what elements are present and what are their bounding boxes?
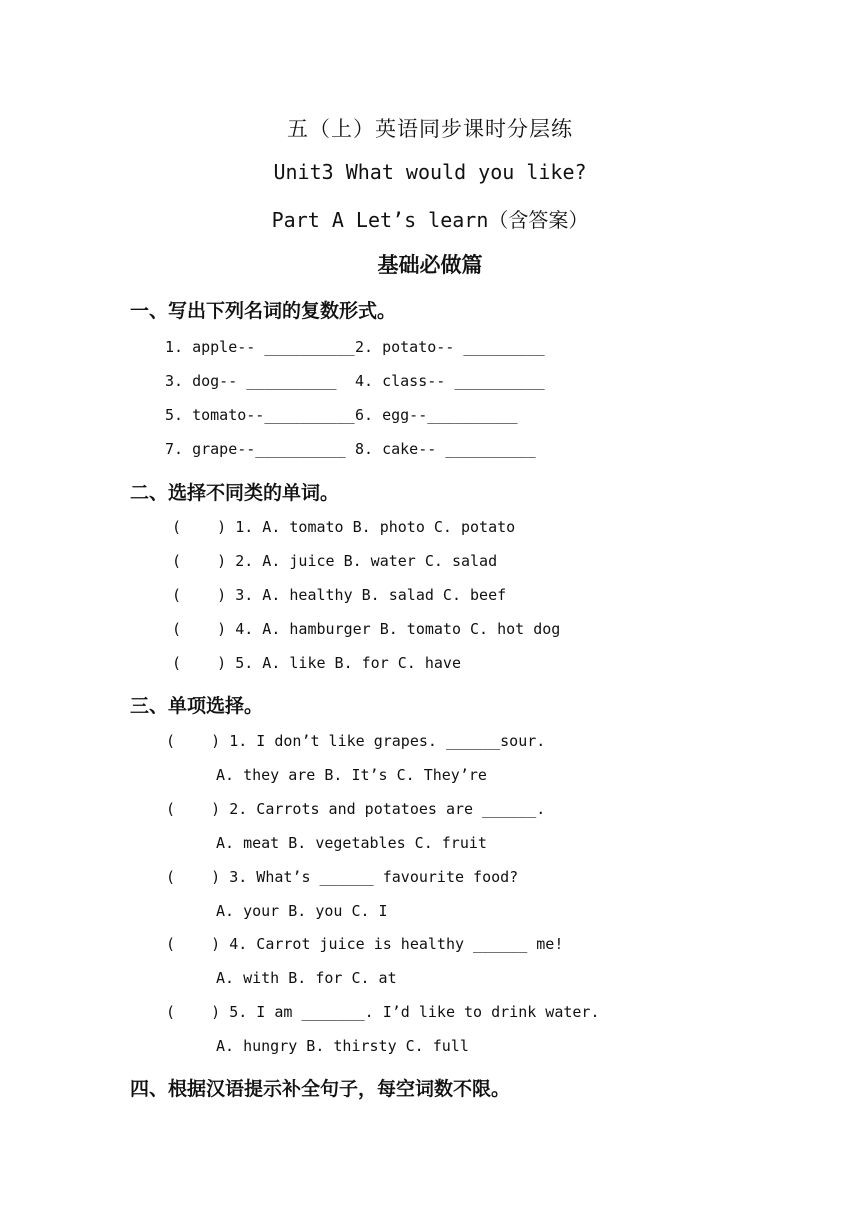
plural-item-7: 7. grape--__________ — [165, 440, 346, 458]
odd-one-out-item-5: ( ) 5. A. like B. for C. have — [172, 654, 461, 672]
section2-heading: 二、选择不同类的单词。 — [130, 482, 340, 504]
plural-item-6: 6. egg--__________ — [355, 406, 518, 424]
choice-options-5: A. hungry B. thirsty C. full — [216, 1037, 469, 1055]
odd-one-out-item-3: ( ) 3. A. healthy B. salad C. beef — [172, 586, 507, 604]
choice-question-2: ( ) 2. Carrots and potatoes are ______. — [166, 800, 546, 818]
plural-item-5: 5. tomato--__________ — [165, 406, 355, 424]
worksheet-title: 五（上）英语同步课时分层练 — [287, 117, 573, 141]
part-title: Part A Let’s learn（含答案） — [271, 208, 589, 232]
odd-one-out-item-4: ( ) 4. A. hamburger B. tomato C. hot dog — [172, 620, 561, 638]
choice-question-1: ( ) 1. I don’t like grapes. ______sour. — [166, 732, 546, 750]
plural-item-2: 2. potato-- _________ — [355, 338, 545, 356]
choice-options-2: A. meat B. vegetables C. fruit — [216, 834, 487, 852]
section3-heading: 三、单项选择。 — [130, 695, 264, 717]
level-title: 基础必做篇 — [377, 253, 483, 277]
section4-heading: 四、根据汉语提示补全句子，每空词数不限。 — [130, 1078, 511, 1100]
choice-options-3: A. your B. you C. I — [216, 902, 388, 920]
choice-question-5: ( ) 5. I am _______. I’d like to drink water. — [166, 1003, 600, 1021]
plural-item-8: 8. cake-- __________ — [355, 440, 536, 458]
plural-item-3: 3. dog-- __________ — [165, 372, 337, 390]
unit-title: Unit3 What would you like? — [273, 160, 587, 184]
odd-one-out-item-2: ( ) 2. A. juice B. water C. salad — [172, 552, 498, 570]
plural-item-4: 4. class-- __________ — [355, 372, 545, 390]
section1-heading: 一、写出下列名词的复数形式。 — [130, 300, 397, 322]
choice-options-1: A. they are B. It’s C. They’re — [216, 766, 487, 784]
choice-question-3: ( ) 3. What’s ______ favourite food? — [166, 868, 519, 886]
choice-question-4: ( ) 4. Carrot juice is healthy ______ me! — [166, 935, 564, 953]
odd-one-out-item-1: ( ) 1. A. tomato B. photo C. potato — [172, 518, 516, 536]
choice-options-4: A. with B. for C. at — [216, 969, 397, 987]
plural-item-1: 1. apple-- __________ — [165, 338, 355, 356]
